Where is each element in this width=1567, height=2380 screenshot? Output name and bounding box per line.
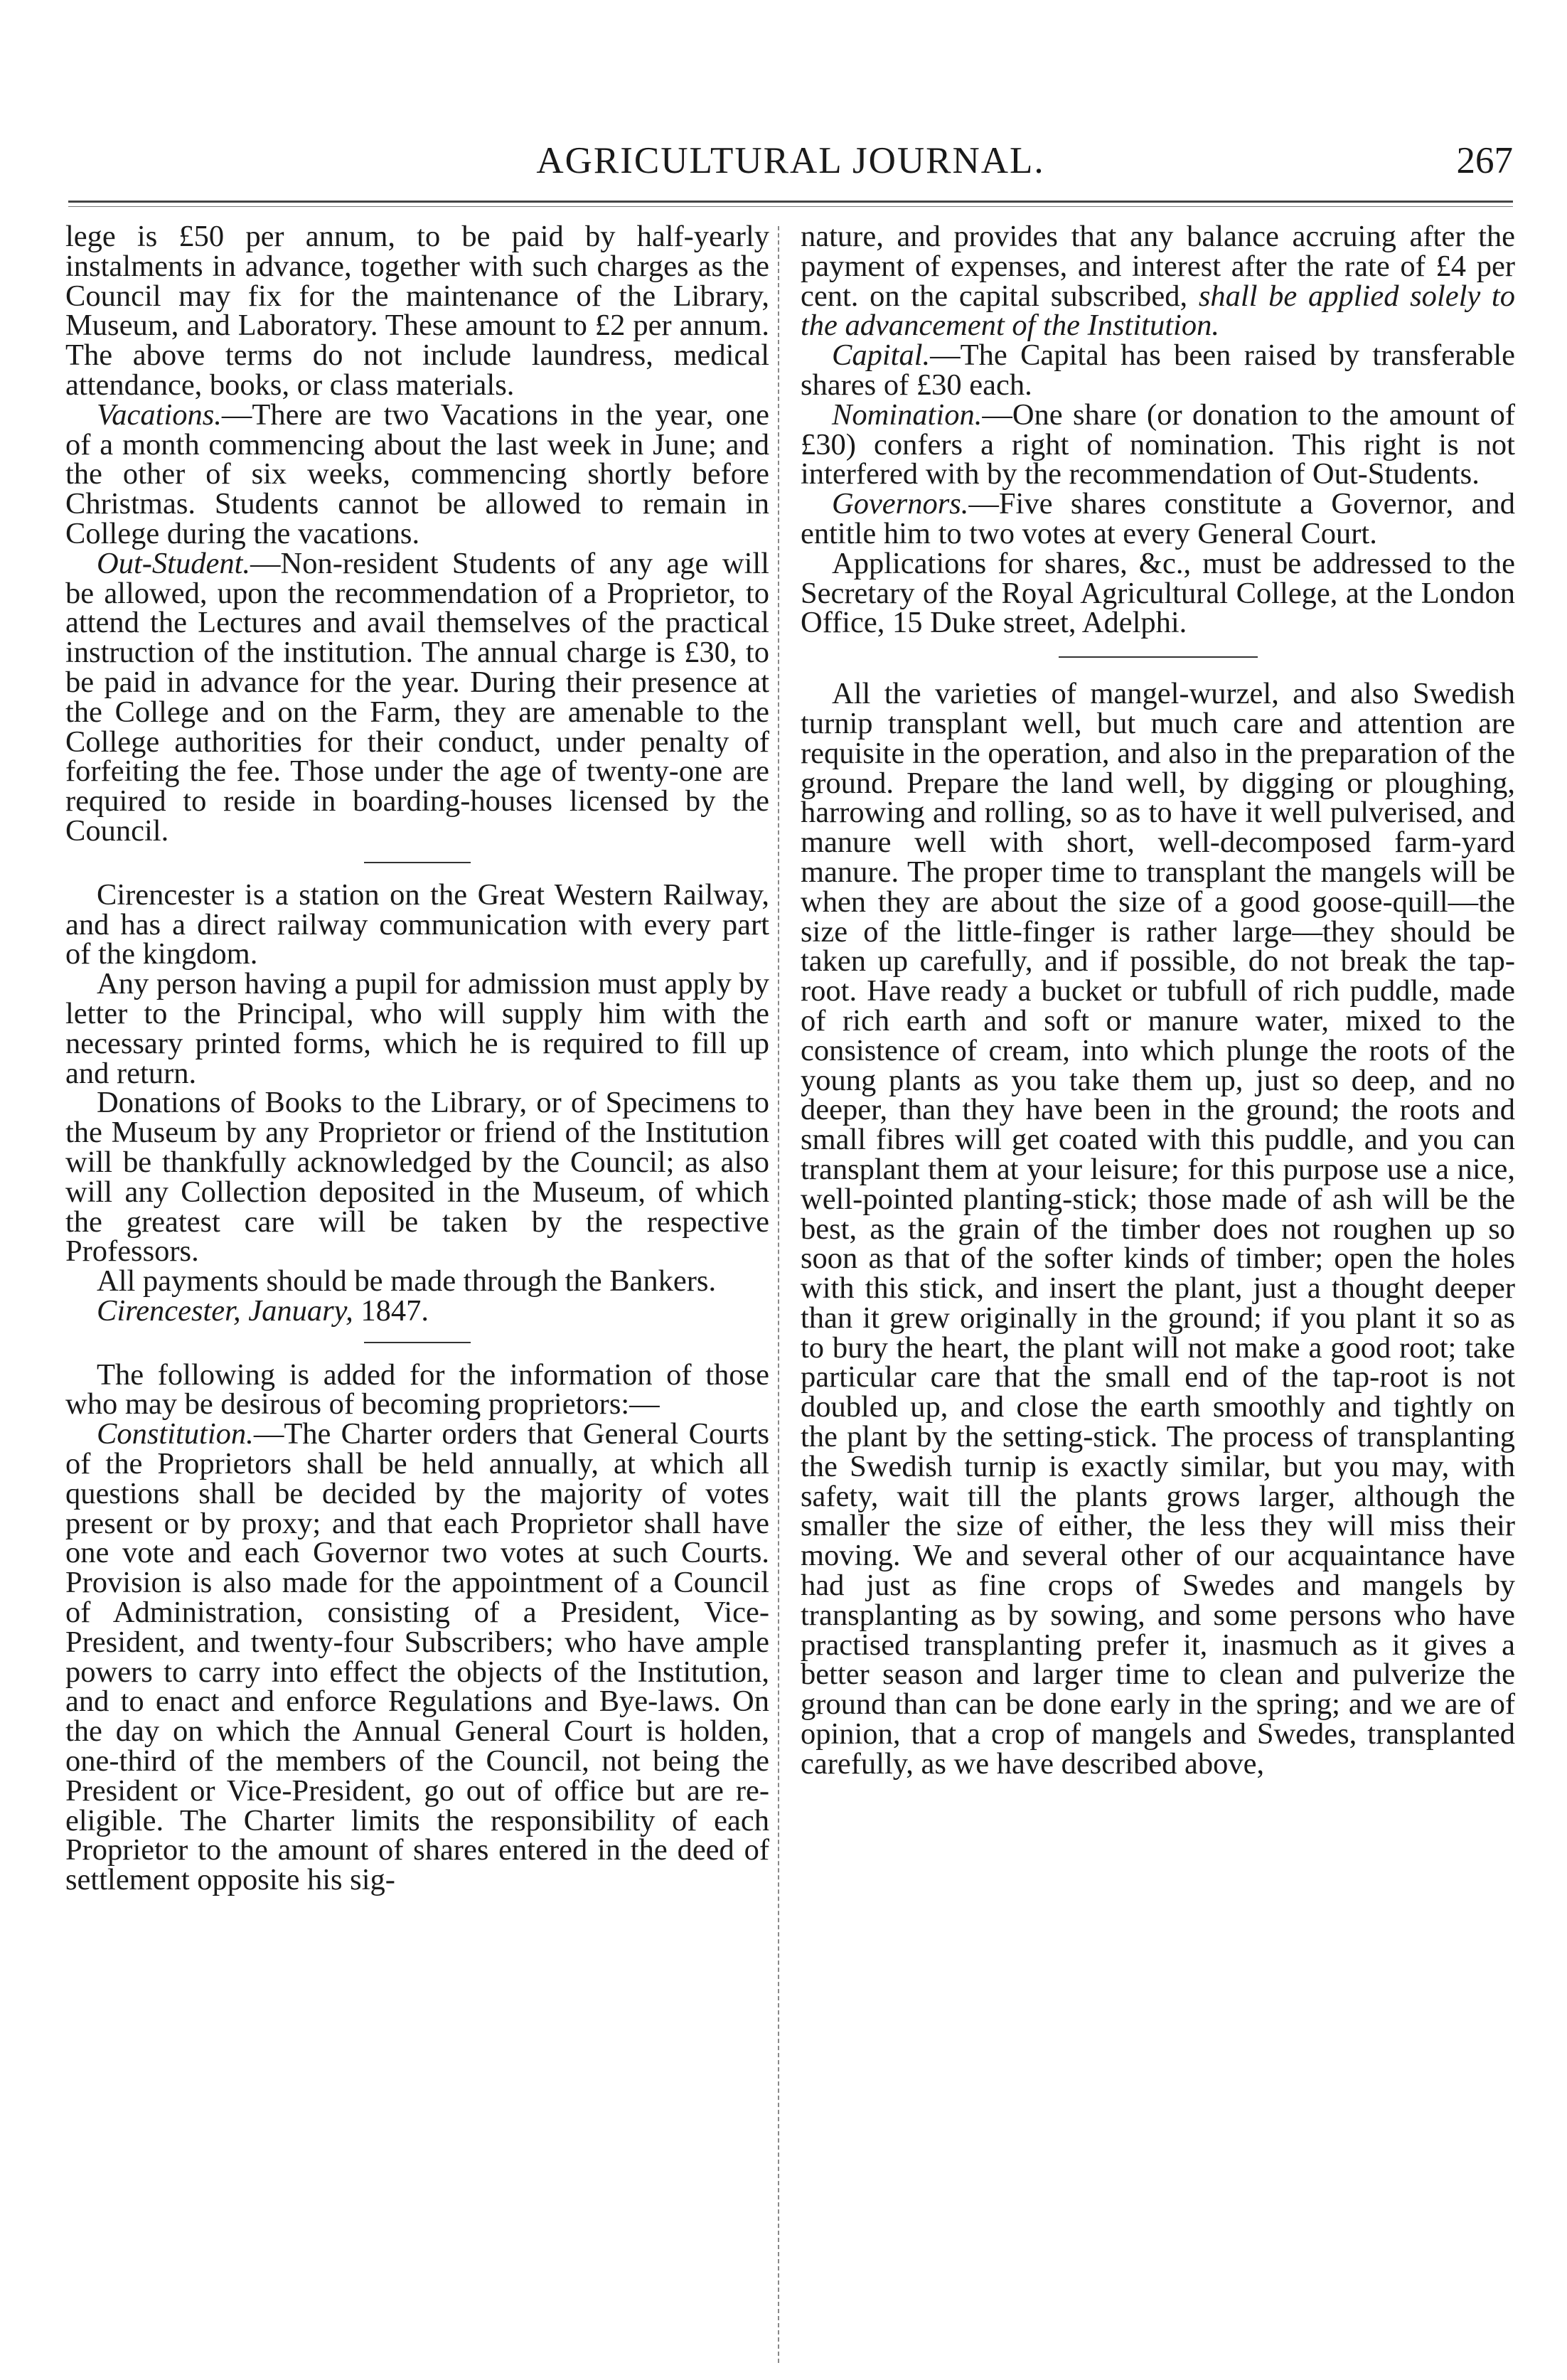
paragraph-information — [65, 1357, 769, 1421]
paragraph-text: The following is added for the information of those who may be desirous of becoming proprietors:— — [65, 1357, 769, 1421]
section-separator — [1059, 656, 1258, 658]
paragraph-charter-continued — [801, 222, 1515, 341]
paragraph-out-student — [65, 546, 769, 848]
running-head — [68, 139, 1513, 189]
paragraph-text: lege is £50 per annum, to be paid by half-yearly instalments in advance, together with such charges as the Council may fix for the maintenance of the Library, Museum, and Laboratory. These amount to £2 per annum. The above terms do not include laundress, medical attendance, books, or class materials. — [65, 220, 769, 402]
dateline-year: 1847. — [353, 1293, 429, 1328]
paragraph-text: nature, and provides that any balance accruing after the payment of expenses, and interest after the rate of £4 per cent. on the capital subscribed, — [801, 220, 1515, 313]
running-title: AGRICULTURAL JOURNAL. — [536, 140, 1045, 181]
paragraph-donations — [65, 1086, 769, 1269]
paragraph-text: Cirencester is a station on the Great Western Railway, and has a direct railway communication with every part of the kingdom. — [65, 877, 769, 971]
right-column — [801, 222, 1515, 1779]
column-divider — [778, 226, 779, 2363]
paragraph-text: —Non-resident Students of any age will be allowed, upon the recommendation of a Proprietor, to attend the Lectures and avail themselves of the practical instruction of the institution. The annual charge is £30, to be paid in advance for the year. During their presence at the College and on the Farm, they are amenable to the College authorities for their conduct, under penalty of forfeiting the fee. Those under the age of twenty-one are required to reside in boarding-houses licensed by the Council. — [65, 546, 769, 848]
paragraph-emphasis: shall be applied solely to the advancement of the Institution. — [801, 279, 1515, 343]
paragraph-text: Donations of Books to the Library, or of Specimens to the Museum by any Proprietor or friend of the Institution will be thankfully acknowledged by the Council; as also will any Collection deposited in the Museum, of which the greatest care will be taken by the respective Professors. — [65, 1086, 769, 1269]
paragraph-applications — [801, 546, 1515, 640]
header-rule-thin — [68, 206, 1513, 207]
paragraph-text: Any person having a pupil for admission must apply by letter to the Principal, who will supply him with the necessary printed forms, which he is required to fill up and return. — [65, 967, 769, 1090]
section-separator — [364, 1342, 471, 1343]
paragraph-text: Applications for shares, &c., must be addressed to the Secretary of the Royal Agricultural College, at the London Office, 15 Duke street, Adelphi. — [801, 546, 1515, 640]
paragraph-heading: Out-Student. — [97, 546, 251, 580]
paragraph-text: —One share (or donation to the amount of £30) confers a right of nomination. This right is not interfered with by the recommendation of Out-Students. — [801, 397, 1515, 491]
paragraph-text: —Five shares constitute a Governor, and entitle him to two votes at every General Court. — [801, 487, 1515, 550]
paragraph-text: All the varieties of mangel-wurzel, and also Swedish turnip transplant well, but much care and attention are requisite in the operation, and also in the preparation of the ground. Prepare the land well, by digging or ploughing, harrowing and rolling, so as to have it well pulverised, and manure well with short, well-decomposed farm-yard manure. The proper time to transplant the mangels will be when they are about the size of a good goose-quill—the size of the little-finger is rather large—they should be taken up carefully, and if possible, do not break the tap-root. Have ready a bucket or tubfull of rich puddle, made of rich earth and soft or manure water, mixed to the consistence of cream, into which plunge the roots of the young plants as you take them up, just so deep, and no deeper, than they have been in the ground; the roots and small fibres will get coated with this puddle, and you can transplant them at your leisure; for this purpose use a nice, well-pointed planting-stick; those made of ash will be the best, as the grain of the timber does not roughen up so soon as that of the softer kinds of timber; open the holes with this stick, and insert the plant, just a thought deeper than it grew originally in the ground; if you plant it so as to bury the heart, the plant will not make a good root; take particular care that the small end of the tap-root is not doubled up, and close the earth smoothly and tightly on the plant by the setting-stick. The process of transplanting the Swedish turnip is exactly similar, but you may, with safety, wait till the plants grows larger, although the smaller the size of either, the less they will miss their moving. We and several other of our acquaintance have had just as fine crops of Swedes and mangels by transplanting as by sowing, and some persons who have practised transplanting prefer it, inasmuch as it gives a better season and larger time to clean and pulverize the ground than can be done early in the spring; and we are of opinion, that a crop of mangels and Swedes, transplanted carefully, as we have described above, — [801, 677, 1515, 1781]
left-column — [65, 222, 769, 1895]
paragraph-governors — [801, 489, 1515, 549]
paragraph-admission — [65, 969, 769, 1088]
paragraph-heading: Governors. — [832, 487, 969, 521]
dateline-place: Cirencester, January, — [97, 1293, 353, 1328]
dateline — [65, 1293, 769, 1328]
paragraph-fees — [65, 222, 769, 400]
paragraph-vacations — [65, 397, 769, 550]
paragraph-heading: Vacations. — [97, 397, 222, 432]
paragraph-capital — [801, 338, 1515, 402]
paragraph-text: —The Charter orders that General Courts of the Proprietors shall be held annually, at which all questions shall be decided by the majority of votes present or by proxy; and that each Proprietor shall have one vote and each Governor two votes at such Courts. Provision is also made for the appointment of a Council of Administration, consisting of a President, Vice-President, and twenty-four Subscribers; who have ample powers to carry into effect the objects of the Institution, and to enact and enforce Regulations and Bye-laws. On the day on which the Annual General Court is holden, one-third of the members of the Council, not being the President or Vice-President, go out of office but are re-eligible. The Charter limits the responsibility of each Proprietor to the amount of shares entered in the deed of settlement opposite his sig- — [65, 1417, 769, 1897]
section-separator — [364, 862, 471, 863]
paragraph-text: —There are two Vacations in the year, one of a month commencing about the last week in June; and the other of six weeks, commencing shortly before Christmas. Students cannot be allowed to remain in College during the vacations. — [65, 397, 769, 550]
header-rule — [68, 201, 1513, 203]
paragraph-text: —The Capital has been raised by transferable shares of £30 each. — [801, 338, 1515, 402]
paragraph-heading: Nomination. — [832, 397, 983, 432]
paragraph-text: All payments should be made through the Bankers. — [97, 1264, 717, 1298]
paragraph-nomination — [801, 397, 1515, 491]
paragraph-heading: Constitution. — [97, 1417, 254, 1451]
paragraph-heading: Capital. — [832, 338, 931, 373]
page-number: 267 — [1456, 140, 1513, 181]
paragraph-payments — [65, 1266, 769, 1296]
paragraph-constitution — [65, 1419, 769, 1895]
paragraph-railway — [65, 877, 769, 971]
paragraph-transplanting — [801, 677, 1515, 1781]
